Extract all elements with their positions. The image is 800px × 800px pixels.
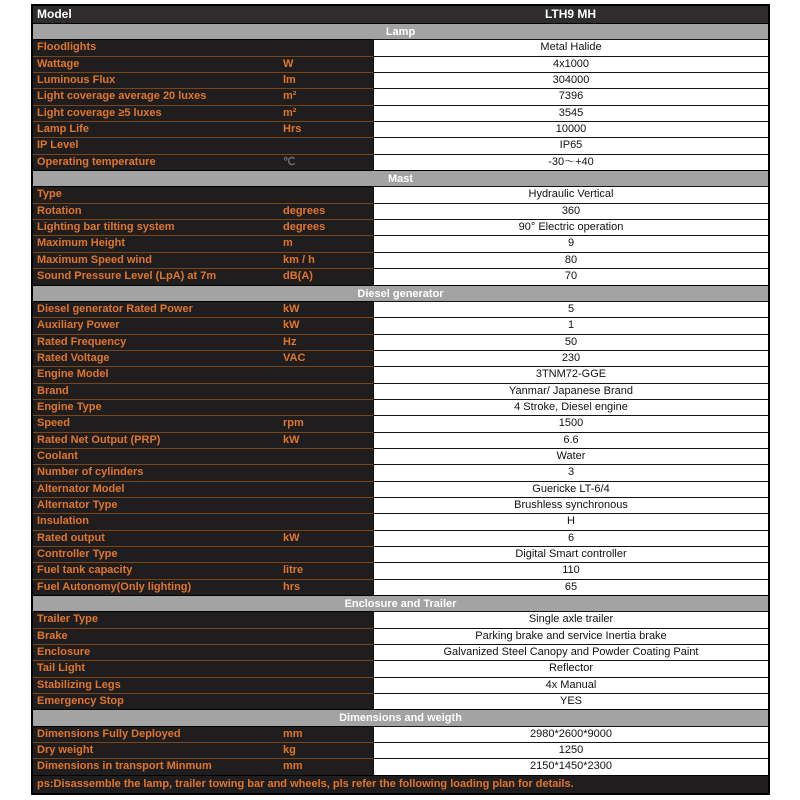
spec-row [33, 105, 768, 121]
spec-value: 90° Electric operation [373, 219, 768, 235]
section-header: Mast [33, 170, 768, 186]
spec-row [33, 562, 768, 578]
spec-label: Speed [37, 417, 71, 430]
spec-label: Operating temperature [37, 155, 156, 168]
spec-label: Floodlights [37, 41, 97, 54]
spec-label: Brand [37, 384, 69, 397]
spec-value: YES [373, 693, 768, 709]
spec-value: H [373, 513, 768, 529]
spec-label-cell [33, 383, 373, 399]
spec-label: Wattage [37, 57, 80, 70]
spec-label: Rated output [37, 531, 105, 544]
spec-label-cell [33, 399, 373, 415]
spec-unit: m [283, 237, 293, 250]
spec-value: IP65 [373, 137, 768, 153]
spec-label: Tail Light [37, 662, 86, 675]
spec-row [33, 464, 768, 480]
spec-label-cell [33, 301, 373, 317]
spec-label-cell [33, 611, 373, 627]
spec-value: 6.6 [373, 432, 768, 448]
spec-value: 2150*1450*2300 [373, 758, 768, 774]
spec-label-cell [33, 464, 373, 480]
spec-value: 65 [373, 579, 768, 595]
spec-value: 1500 [373, 415, 768, 431]
spec-label-cell [33, 497, 373, 513]
spec-unit: hrs [283, 580, 301, 593]
spec-label-cell [33, 154, 373, 170]
spec-unit: Hrs [283, 123, 302, 136]
spec-label: Dry weight [37, 744, 94, 757]
spec-row [33, 726, 768, 742]
spec-label: Maximum Speed wind [37, 253, 152, 266]
spec-value: 70 [373, 268, 768, 284]
spec-row [33, 481, 768, 497]
spec-row [33, 448, 768, 464]
spec-unit: lm [283, 74, 296, 87]
spec-value: Guericke LT-6/4 [373, 481, 768, 497]
spec-unit: kg [283, 744, 296, 757]
spec-value: Yanmar/ Japanese Brand [373, 383, 768, 399]
spec-label: Sound Pressure Level (LpA) at 7m [37, 270, 217, 283]
spec-row [33, 72, 768, 88]
spec-label: Coolant [37, 449, 78, 462]
spec-label: Stabilizing Legs [37, 678, 121, 691]
section-header: Dimensions and weigth [33, 709, 768, 725]
model-label: Model [37, 7, 72, 21]
spec-label: Alternator Type [37, 498, 118, 511]
section-header: Diesel generator [33, 285, 768, 301]
spec-label-cell [33, 56, 373, 72]
spec-label-cell [33, 628, 373, 644]
spec-label-cell [33, 137, 373, 153]
spec-label: Lamp Life [37, 123, 89, 136]
spec-row [33, 88, 768, 104]
spec-label: Trailer Type [37, 613, 98, 626]
spec-label: Light coverage ≥5 luxes [37, 106, 162, 119]
spec-row [33, 660, 768, 676]
section-header: Lamp [33, 23, 768, 39]
spec-label: Engine Model [37, 368, 109, 381]
spec-unit: mm [283, 727, 303, 740]
spec-label-cell [33, 268, 373, 284]
spec-value: 3TNM72-GGE [373, 366, 768, 382]
spec-row [33, 203, 768, 219]
spec-label: Maximum Height [37, 237, 126, 250]
spec-row [33, 350, 768, 366]
spec-value: 9 [373, 235, 768, 251]
spec-label-cell [33, 530, 373, 546]
spec-label: Rated Frequency [37, 335, 127, 348]
spec-row [33, 611, 768, 627]
spec-unit: kW [283, 302, 300, 315]
spec-label-cell [33, 415, 373, 431]
spec-label-cell [33, 644, 373, 660]
model-value: LTH9 MH [544, 7, 597, 21]
spec-value: 110 [373, 562, 768, 578]
spec-value: 10000 [373, 121, 768, 137]
spec-value: Brushless synchronous [373, 497, 768, 513]
spec-row [33, 383, 768, 399]
model-row [33, 6, 768, 23]
spec-value: Water [373, 448, 768, 464]
spec-row [33, 644, 768, 660]
spec-label: Emergency Stop [37, 695, 124, 708]
spec-unit: kW [283, 531, 300, 544]
spec-row [33, 432, 768, 448]
spec-value: 1250 [373, 742, 768, 758]
spec-label: Dimensions in transport Minmum [37, 760, 212, 773]
spec-row [33, 366, 768, 382]
spec-label: Dimensions Fully Deployed [37, 727, 181, 740]
spec-label: Luminous Flux [37, 74, 116, 87]
spec-label: Fuel tank capacity [37, 564, 133, 577]
spec-row [33, 579, 768, 595]
spec-label: Rated Voltage [37, 351, 110, 364]
spec-label: Rotation [37, 204, 82, 217]
spec-row [33, 317, 768, 333]
spec-label: Controller Type [37, 548, 118, 560]
spec-label-cell [33, 88, 373, 104]
spec-value: Hydraulic Vertical [373, 186, 768, 202]
spec-value: Digital Smart controller [373, 546, 768, 562]
spec-row [33, 693, 768, 709]
spec-value: 304000 [373, 72, 768, 88]
spec-unit: dB(A) [283, 270, 313, 283]
spec-label-cell [33, 105, 373, 121]
spec-label-cell [33, 186, 373, 202]
spec-value: 4 Stroke, Diesel engine [373, 399, 768, 415]
spec-label-cell [33, 513, 373, 529]
spec-row [33, 137, 768, 153]
spec-label: Light coverage average 20 luxes [37, 90, 207, 103]
spec-label: Enclosure [37, 646, 91, 659]
spec-label-cell [33, 366, 373, 382]
spec-value: 50 [373, 334, 768, 350]
spec-value: 4x1000 [373, 56, 768, 72]
spec-label: Alternator Model [37, 482, 125, 495]
spec-label: Type [37, 188, 62, 201]
spec-label-cell [33, 39, 373, 55]
spec-row [33, 39, 768, 55]
spec-row [33, 252, 768, 268]
spec-label-cell [33, 219, 373, 235]
spec-unit: Hz [283, 335, 297, 348]
spec-value: Metal Halide [373, 39, 768, 55]
spec-label-cell [33, 481, 373, 497]
spec-unit: rpm [283, 417, 304, 430]
spec-value: 360 [373, 203, 768, 219]
spec-label-cell [33, 579, 373, 595]
spec-label: Engine Type [37, 400, 102, 413]
spec-value: 3 [373, 464, 768, 480]
spec-label-cell [33, 726, 373, 742]
spec-unit: W [283, 57, 294, 70]
spec-label-cell [33, 121, 373, 137]
spec-row [33, 677, 768, 693]
spec-label-cell [33, 562, 373, 578]
spec-unit: m² [283, 90, 297, 103]
spec-row [33, 334, 768, 350]
spec-unit: m² [283, 106, 297, 119]
spec-row [33, 268, 768, 284]
spec-value: 230 [373, 350, 768, 366]
spec-label: Rated Net Output (PRP) [37, 433, 161, 446]
spec-value: Galvanized Steel Canopy and Powder Coating Paint [373, 644, 768, 660]
spec-row [33, 497, 768, 513]
spec-label-cell [33, 252, 373, 268]
spec-row [33, 546, 768, 562]
spec-value: 3545 [373, 105, 768, 121]
spec-unit: VAC [283, 351, 306, 364]
spec-row [33, 186, 768, 202]
spec-label-cell [33, 660, 373, 676]
spec-value: 7396 [373, 88, 768, 104]
spec-label-cell [33, 235, 373, 251]
spec-label-cell [33, 432, 373, 448]
spec-value: 4x Manual [373, 677, 768, 693]
spec-label: Number of cylinders [37, 466, 144, 479]
spec-label-cell [33, 448, 373, 464]
spec-label-cell [33, 350, 373, 366]
spec-unit: degrees [283, 204, 326, 217]
spec-row [33, 154, 768, 170]
spec-label: Diesel generator Rated Power [37, 302, 193, 315]
spec-table [31, 4, 770, 795]
spec-row [33, 530, 768, 546]
spec-value: 5 [373, 301, 768, 317]
spec-row [33, 415, 768, 431]
spec-label-cell [33, 758, 373, 774]
spec-label: Insulation [37, 515, 89, 528]
spec-row [33, 235, 768, 251]
spec-label-cell [33, 72, 373, 88]
spec-label-cell [33, 693, 373, 709]
spec-value: -30～+40 [373, 154, 768, 170]
spec-row [33, 513, 768, 529]
spec-unit: km / h [283, 253, 315, 266]
spec-value: 80 [373, 252, 768, 268]
spec-unit: litre [283, 564, 304, 577]
spec-label: Fuel Autonomy(Only lighting) [37, 580, 192, 593]
spec-value: 2980*2600*9000 [373, 726, 768, 742]
spec-row [33, 301, 768, 317]
spec-row [33, 758, 768, 774]
spec-unit: kW [283, 319, 300, 332]
spec-label-cell [33, 317, 373, 333]
spec-label: Lighting bar tilting system [37, 221, 175, 234]
spec-value: Parking brake and service Inertia brake [373, 628, 768, 644]
spec-row [33, 742, 768, 758]
spec-label: Brake [37, 629, 68, 642]
spec-label: IP Level [37, 139, 79, 152]
spec-value: Single axle trailer [373, 611, 768, 627]
spec-unit: kW [283, 433, 300, 446]
spec-unit: mm [283, 760, 303, 773]
spec-label-cell [33, 203, 373, 219]
spec-row [33, 219, 768, 235]
spec-label: Auxiliary Power [37, 319, 120, 332]
spec-unit: degrees [283, 221, 326, 234]
footnote-text: ps:Disassemble the lamp, trailer towing bar and wheels, pls refer the following loading plan for details. [33, 775, 768, 793]
spec-row [33, 628, 768, 644]
spec-value: 6 [373, 530, 768, 546]
spec-unit: ℃ [283, 155, 296, 168]
spec-label-cell [33, 334, 373, 350]
spec-row [33, 399, 768, 415]
spec-label-cell [33, 546, 373, 562]
section-header: Enclosure and Trailer [33, 595, 768, 611]
spec-row [33, 56, 768, 72]
spec-value: 1 [373, 317, 768, 333]
spec-label-cell [33, 677, 373, 693]
spec-row [33, 121, 768, 137]
spec-value: Reflector [373, 660, 768, 676]
spec-label-cell [33, 742, 373, 758]
